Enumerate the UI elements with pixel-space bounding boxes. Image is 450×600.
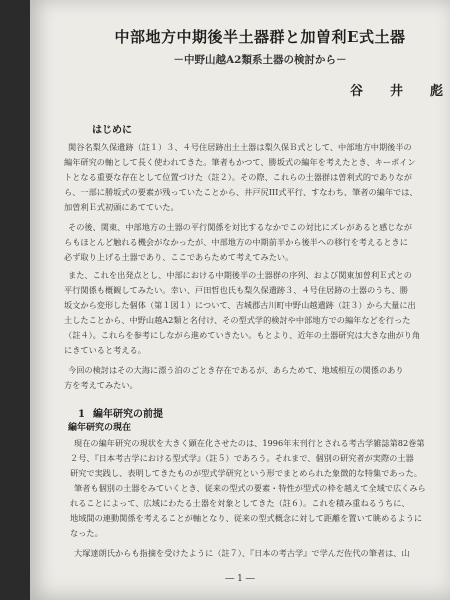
text-line: 今回の検討はその大海に漂う泊のごとき存在であるが、あらためて、地域相互の関係のあり: [68, 365, 404, 375]
text-line: 必ず取り上げる土器であり、ここであらためて考えてみたい。: [64, 252, 294, 262]
text-line: 編年研究の軸として長く使われてきた。筆者もかつて、勝坂式の編年を考えたとき、キーポイン: [64, 157, 416, 167]
text-line: 土したことから、中野山越A2類と名付け、その型式学的検討や中部地方での編年などを行った: [64, 315, 411, 325]
text-line: 平行関係も概観してみたい。幸い、戸田哲也氏も梨久保遺跡３、４号住居跡の土器のうち、勝: [64, 285, 408, 295]
text-line: らもほとんど触れる機会がなかったが、中部地方の中期前半から後半への移行を考えるときに: [64, 237, 408, 247]
paper-title: 中部地方中期後半土器群と加曽利E式土器: [114, 28, 406, 46]
text-line: 地域間の連動関係を考えることが軸となり、従来の型式概念に対して距離を置いて眺めるように: [70, 513, 423, 523]
paper-page: [30, 0, 450, 600]
text-line: 研究で実践し、表明してきたものが型式学研究という形でまとめられた象徴的な特集であった。: [70, 468, 422, 478]
section-title: 編年研究の前提: [92, 409, 163, 420]
section-number: 1: [78, 409, 85, 420]
text-line: 現在の編年研究の現状を大きく顕在化させたのは、1996年末刊行とされる考古学雑誌第82巻第: [74, 438, 425, 448]
text-line: 加曽利Ｅ式初頭にあてていた。: [64, 202, 179, 212]
text-line: また、これを出発点とし、中部における中期後半の土器群の序列、および関東加曽利Ｅ式との: [68, 270, 412, 280]
paper-subtitle: －中野山越A2類系土器の検討から－: [173, 54, 347, 66]
text-line: 筆者も個別の土器をみていくとき、従来の型式の要素・特性が型式の枠を越えて全域で広くみら: [74, 483, 426, 493]
text-line: ら、一部に勝坂式の要素が残っていたことから、井戸尻III式平行、すなわち、筆者の編年では、: [64, 187, 418, 197]
text-line: なった。: [70, 528, 103, 538]
author-name: 谷 井 彪: [350, 84, 450, 99]
text-line: （註４）。これらを参考にしながら進めていきたい。もとより、近年の土器研究は大きな曲がり角: [64, 330, 421, 340]
text-line: その後、関東、中部地方の土器の平行関係を対比するなかでこの対比にズレがあると感じなが: [68, 222, 412, 232]
text-line: 大塚達朗氏からも指摘を受けたように（註７）、『日本の考古学』で学んだ佐代の筆者は、山: [74, 548, 410, 558]
subsection-heading: 編年研究の現在: [68, 423, 132, 433]
text-line: 関谷名梨久保遺跡（註１）３、４号住居跡出土土器は梨久保Ｂ式として、中部地方中期後半の: [68, 142, 412, 152]
body-text: [30, 0, 450, 600]
section-heading: [78, 405, 163, 420]
text-line: にきていると考える。: [64, 345, 146, 355]
text-line: れることによって、広域にわたる土器を対象としてきた（註６）。これを積み重ねるうちに、: [70, 498, 410, 508]
intro-heading: はじめに: [92, 125, 132, 136]
text-line: 方を考えてみたい。: [64, 380, 138, 390]
text-line: 坂文から変形した個体（第１図１）について、吉城郡古川町中野山越遺跡（註３）から大量に出: [64, 300, 416, 310]
page-number: ― 1 ―: [225, 574, 255, 584]
text-line: ２号、『日本考古学における型式学』（註５）であろう。それまで、個別の研究者が実際の土器: [70, 453, 414, 463]
text-line: トとなる重要な存在として位置づけた（註２）。その際、これらの土器群は曽利式的でありなが: [64, 172, 412, 182]
